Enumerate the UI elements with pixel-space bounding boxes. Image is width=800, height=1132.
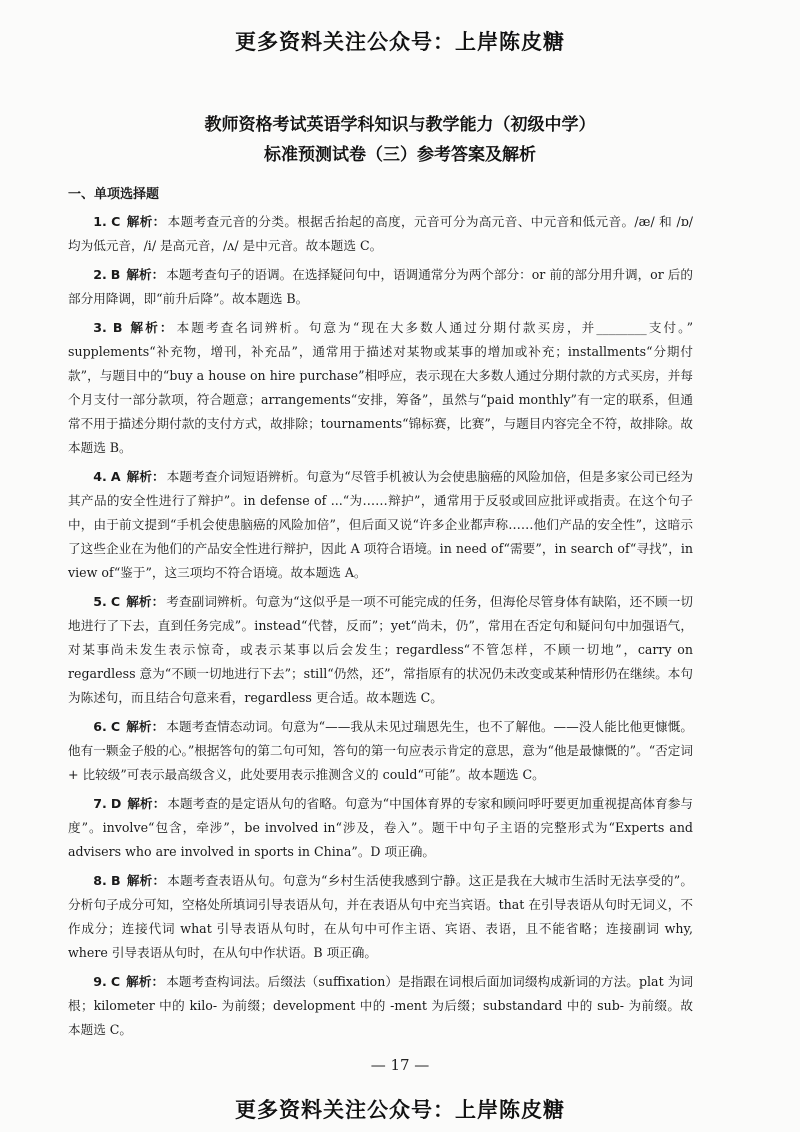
item-number: 8. [93, 873, 107, 888]
analysis-text: 本题考查介词短语辨析。句意为“尽管手机被认为会使患脑癌的风险加倍，但是多家公司已经为其产品的安全性进行了辩护”。in defense of ...“为……辩护”，通常用于反驳或回应批评或指责。在这个句子中，由于前文提到“手机会使患脑癌的风险加倍”，但后面又说“许多企业都声称……他们产品的安全性”，这暗示了这些企业在为他们的产品安全性进行辩护，因此 A 项符合语境。in need of“需要”，in search of“寻找”，in view of“鉴于”，这三项均不符合语境。故本题选 A。 [68, 469, 693, 580]
answer-item-3 [68, 316, 693, 460]
item-number: 3. [93, 320, 107, 335]
analysis-label: 解析： [126, 873, 166, 888]
answer-item-1 [68, 210, 693, 258]
answer-item-7 [68, 792, 693, 864]
section-heading: 一、单项选择题 [68, 187, 160, 202]
answer-content [68, 184, 693, 1047]
item-number: 9. [93, 974, 107, 989]
answer-letter: C [111, 214, 121, 229]
analysis-text: 本题考查情态动词。句意为“——我从未见过瑞恩先生，也不了解他。——没人能比他更慷慨。他有一颗金子般的心。”根据答句的第二句可知，答句的第一句应表示肯定的意思，意为“他是最慷慨的”。“否定词 + 比较级”可表示最高级含义，此处要用表示推测含义的 could“可能”。故本题选 C。 [68, 719, 693, 782]
analysis-text: 本题考查的是定语从句的省略。句意为“中国体育界的专家和顾问呼吁要更加重视提高体育参与度”。involve“包含，牵涉”，be involved in“涉及，卷入”。题干中句子主语的完整形式为“Experts and advisers who are involved in sports in China”。D 项正确。 [68, 796, 693, 859]
analysis-label: 解析： [127, 796, 166, 811]
sub-title: 标准预测试卷（三）参考答案及解析 [264, 145, 536, 165]
answer-item-6 [68, 715, 693, 787]
item-number: 7. [93, 796, 107, 811]
main-title: 教师资格考试英语学科知识与教学能力（初级中学） [204, 115, 596, 135]
item-number: 5. [93, 594, 107, 609]
page-number: — 17 — [370, 1056, 430, 1074]
answer-letter: B [110, 873, 121, 888]
analysis-text: 本题考查句子的语调。在选择疑问句中，语调通常分为两个部分：or 前的部分用升调，or 后的部分用降调，即“前升后降”。故本题选 B。 [68, 267, 693, 306]
analysis-text: 本题考查表语从句。句意为“乡村生活使我感到宁静。这正是我在大城市生活时无法享受的”。分析句子成分可知，空格处所填词引导表语从句，并在表语从句中充当宾语。that 在引导表语从句时无词义，不作成分；连接代词 what 引导表语从句时，在从句中可作主语、宾语、表语，且不能省略；连接副词 why, where 引导表语从句时，在从句中作状语。B 项正确。 [68, 873, 693, 960]
bottom-banner: 更多资料关注公众号：上岸陈皮糖 [235, 1098, 565, 1122]
top-banner: 更多资料关注公众号：上岸陈皮糖 [235, 30, 565, 54]
answer-letter: D [110, 796, 122, 811]
answer-item-4 [68, 465, 693, 585]
item-number: 4. [93, 469, 107, 484]
item-number: 1. [93, 214, 107, 229]
analysis-label: 解析： [128, 320, 175, 335]
analysis-label: 解析： [126, 719, 165, 734]
analysis-text: 本题考查构词法。后缀法（suffixation）是指跟在词根后面加词缀构成新词的方法。plat 为词根；kilometer 中的 kilo- 为前缀；development 中的 -ment 为后缀；substandard 中的 sub- 为前缀。故本题选 C。 [68, 974, 693, 1037]
answer-item-5 [68, 590, 693, 710]
analysis-label: 解析： [126, 594, 165, 609]
item-number: 2. [93, 267, 107, 282]
analysis-text: 考查副词辨析。句意为“这似乎是一项不可能完成的任务，但海伦尽管身体有缺陷，还不顾一切地进行了下去，直到任务完成”。instead“代替，反而”；yet“尚未，仍”，常用在否定句和疑问句中加强语气，对某事尚未发生表示惊奇，或表示某事以后会发生；regardless“不管怎样，不顾一切地”，carry on regardless 意为“不顾一切地进行下去”；still“仍然，还”，常指原有的状况仍未改变或某种情形仍在继续。本句为陈述句，而且结合句意来看，regardless 更合适。故本题选 C。 [68, 594, 693, 705]
answer-letter: A [110, 469, 121, 484]
answer-letter: B [112, 320, 123, 335]
answer-letter: C [110, 719, 121, 734]
analysis-text: 本题考查名词辨析。句意为“现在大多数人通过分期付款买房，并________支付。” supplements“补充物，增刊，补充品”，通常用于描述对某物或某事的增加或补充；installments“分期付款”，与题目中的“buy a house on hire purchase”相呼应，表示现在大多数人通过分期付款的方式买房，并每个月支付一部分款项，符合题意；arrangements“安排，筹备”，虽然与“paid monthly”有一定的联系，但通常不用于描述分期付款的支付方式，故排除；tournaments“锦标赛，比赛”，与题目内容完全不符，故排除。故本题选 B。 [68, 320, 694, 455]
answer-item-2 [68, 263, 693, 311]
answer-item-9 [68, 970, 693, 1042]
answer-letter: C [110, 594, 121, 609]
analysis-label: 解析： [126, 469, 165, 484]
analysis-label: 解析： [126, 214, 166, 229]
title-block [0, 110, 800, 170]
answer-letter: C [110, 974, 121, 989]
item-number: 6. [93, 719, 107, 734]
answer-letter: B [110, 267, 121, 282]
analysis-label: 解析： [126, 974, 165, 989]
analysis-label: 解析： [126, 267, 165, 282]
analysis-text: 本题考查元音的分类。根据舌抬起的高度，元音可分为高元音、中元音和低元音。/æ/ 和 /ɒ/ 均为低元音，/i/ 是高元音，/ʌ/ 是中元音。故本题选 C。 [68, 214, 693, 253]
answer-item-8 [68, 869, 693, 965]
